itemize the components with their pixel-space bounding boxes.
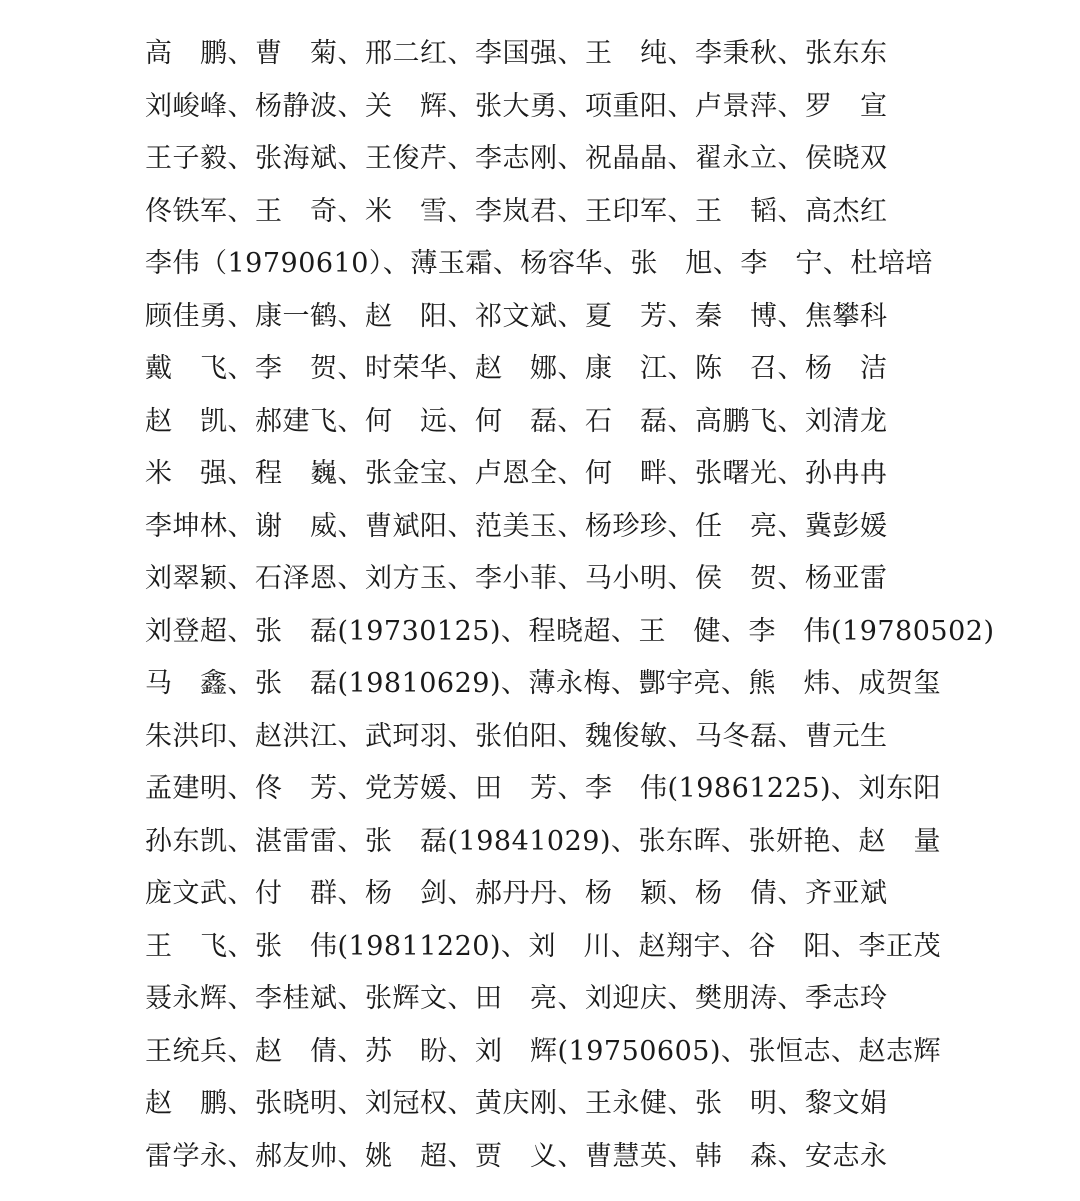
name-list [145, 28, 995, 1183]
name-line: 李伟（19790610）、薄玉霜、杨容华、张 旭、李 宁、杜培培 [145, 248, 933, 279]
name-line: 王 飞、张 伟(19811220)、刘 川、赵翔宇、谷 阳、李正茂 [145, 930, 941, 962]
name-line: 米 强、程 巍、张金宝、卢恩全、何 畔、张曙光、孙冉冉 [145, 458, 888, 489]
name-line: 孟建明、佟 芳、党芳媛、田 芳、李 伟(19861225)、刘东阳 [145, 773, 941, 804]
name-line: 刘峻峰、杨静波、关 辉、张大勇、项重阳、卢景萍、罗 宣 [145, 90, 888, 122]
name-line: 马 鑫、张 磊(19810629)、薄永梅、酆宇亮、熊 炜、成贺玺 [145, 668, 941, 699]
name-line: 顾佳勇、康一鹤、赵 阳、祁文斌、夏 芳、秦 博、焦攀科 [145, 300, 888, 332]
name-line: 庞文武、付 群、杨 剑、郝丹丹、杨 颖、杨 倩、齐亚斌 [145, 878, 888, 909]
name-line: 刘翠颖、石泽恩、刘方玉、李小菲、马小明、侯 贺、杨亚雷 [145, 563, 888, 594]
name-line: 王统兵、赵 倩、苏 盼、刘 辉(19750605)、张恒志、赵志辉 [145, 1035, 941, 1067]
name-line: 赵 凯、郝建飞、何 远、何 磊、石 磊、高鹏飞、刘清龙 [145, 405, 888, 437]
name-line: 李坤林、谢 威、曹斌阳、范美玉、杨珍珍、任 亮、冀彭媛 [145, 510, 888, 542]
name-line: 戴 飞、李 贺、时荣华、赵 娜、康 江、陈 召、杨 洁 [145, 353, 888, 384]
name-line: 佟铁军、王 奇、米 雪、李岚君、王印军、王 韬、高杰红 [145, 195, 888, 227]
name-line: 高 鹏、曹 菊、邢二红、李国强、王 纯、李秉秋、张东东 [145, 38, 888, 69]
name-line: 孙东凯、湛雷雷、张 磊(19841029)、张东晖、张妍艳、赵 量 [145, 825, 941, 857]
name-line: 雷学永、郝友帅、姚 超、贾 义、曹慧英、韩 森、安志永 [145, 1140, 888, 1172]
name-line: 刘登超、张 磊(19730125)、程晓超、王 健、李 伟(19780502) [145, 615, 995, 647]
name-line: 朱洪印、赵洪江、武珂羽、张伯阳、魏俊敏、马冬磊、曹元生 [145, 720, 888, 752]
name-line: 王子毅、张海斌、王俊芹、李志刚、祝晶晶、翟永立、侯晓双 [145, 143, 888, 174]
name-line: 聂永辉、李桂斌、张辉文、田 亮、刘迎庆、樊朋涛、季志玲 [145, 983, 888, 1014]
name-line: 赵 鹏、张晓明、刘冠权、黄庆刚、王永健、张 明、黎文娟 [145, 1088, 888, 1119]
